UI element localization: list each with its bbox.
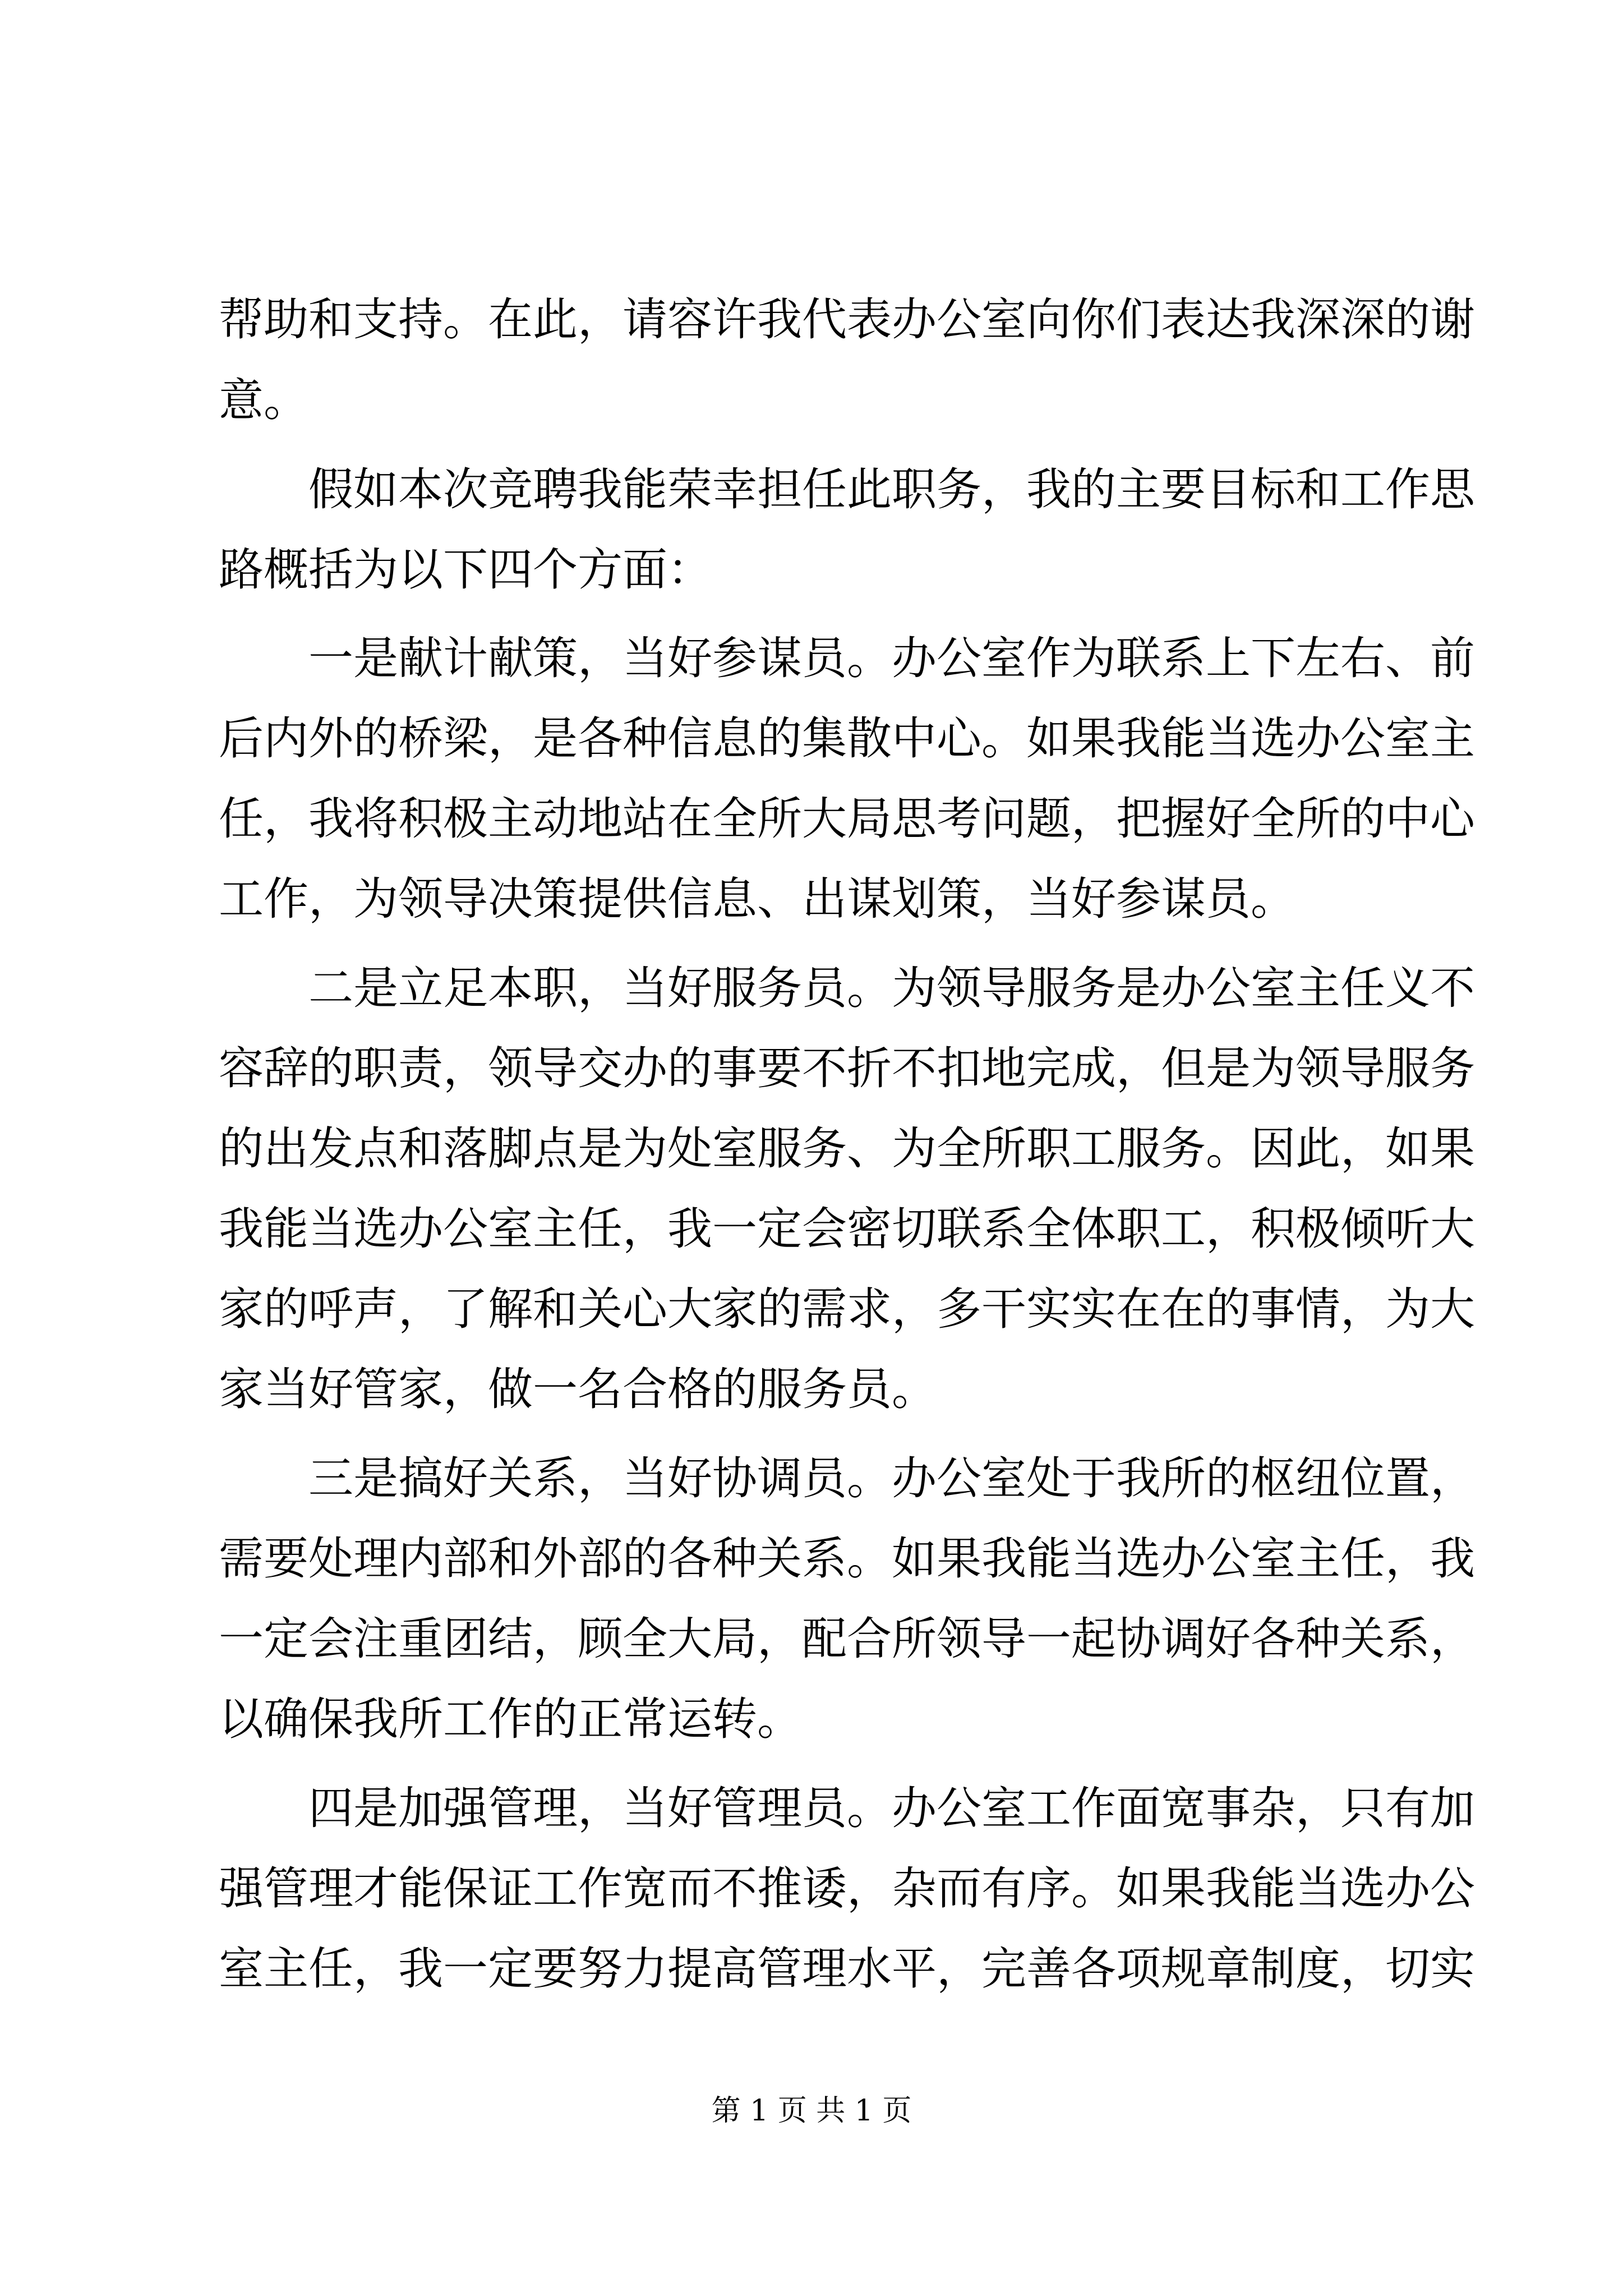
text-line: 需要处理内部和外部的各种关系。如果我能当选办公室主任，我 [219, 1533, 1475, 1585]
page-footer [0, 2091, 1623, 2131]
text-line: 以确保我所工作的正常运转。 [219, 1693, 802, 1745]
text-line: 帮助和支持。在此，请容许我代表办公室向你们表达我深深的谢 [219, 293, 1475, 346]
text-line: 意。 [219, 374, 308, 426]
text-line: 家当好管家，做一名合格的服务员。 [219, 1363, 937, 1415]
text-line: 家的呼声，了解和关心大家的需求，多干实实在在的事情，为大 [219, 1283, 1475, 1335]
text-line: 任，我将积极主动地站在全所大局思考问题，把握好全所的中心 [219, 793, 1475, 845]
text-line: 容辞的职责，领导交办的事要不折不扣地完成，但是为领导服务 [219, 1042, 1475, 1094]
paragraph-first-line: 假如本次竞聘我能荣幸担任此职务，我的主要目标和工作思 [308, 463, 1475, 516]
text-line: 路概括为以下四个方面： [219, 544, 712, 596]
text-line: 我能当选办公室主任，我一定会密切联系全体职工，积极倾听大 [219, 1203, 1475, 1255]
paragraph-first-line: 一是献计献策，当好参谋员。办公室作为联系上下左右、前 [308, 632, 1475, 684]
paragraph-first-line: 三是搞好关系，当好协调员。办公室处于我所的枢纽位置， [308, 1452, 1475, 1504]
text-line: 室主任，我一定要努力提高管理水平，完善各项规章制度，切实 [219, 1943, 1475, 1995]
text-line: 的出发点和落脚点是为处室服务、为全所职工服务。因此，如果 [219, 1122, 1475, 1175]
text-line: 强管理才能保证工作宽而不推诿，杂而有序。如果我能当选办公 [219, 1862, 1475, 1915]
paragraph-first-line: 四是加强管理，当好管理员。办公室工作面宽事杂，只有加 [308, 1782, 1475, 1834]
paragraph-first-line: 二是立足本职，当好服务员。为领导服务是办公室主任义不 [308, 962, 1475, 1014]
text-line: 后内外的桥梁，是各种信息的集散中心。如果我能当选办公室主 [219, 712, 1475, 765]
page-number: 第 1 页 共 1 页 [711, 2094, 912, 2128]
text-line: 一定会注重团结，顾全大局，配合所领导一起协调好各种关系， [219, 1613, 1475, 1665]
text-line: 工作，为领导决策提供信息、出谋划策，当好参谋员。 [219, 873, 1295, 925]
